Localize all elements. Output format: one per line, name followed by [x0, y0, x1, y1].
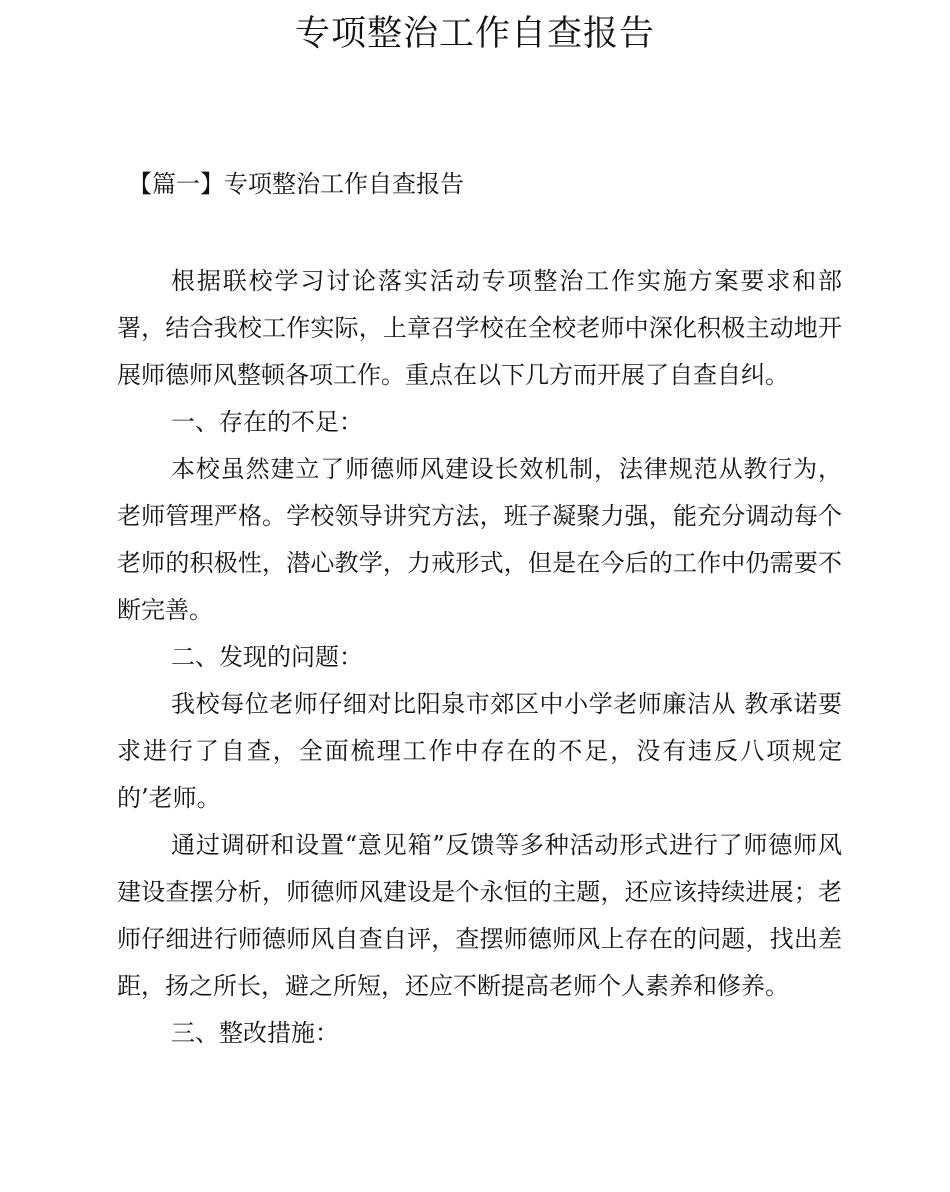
paragraph-shortcomings: 本校虽然建立了师德师风建设长效机制，法律规范从教行为，老师管理严格。学校领导讲究方法，班子凝聚力强，能充分调动每个老师的积极性，潜心教学，力戒形式，但是在今后的工作中仍需要不断完善。	[117, 455, 842, 624]
paragraph-problems-1: 我校每位老师仔细对比阳泉市郊区中小学老师廉洁从 教承诺要求进行了自查，全面梳理工作中存在的不足，没有违反八项规定的’老师。	[117, 690, 842, 812]
paragraph-problems-2: 通过调研和设置“意见箱”反馈等多种活动形式进行了师德师风建设查摆分析，师德师风建设是个永恒的主题，还应该持续进展；老师仔细进行师德师风自查自评，查摆师德师风上存在的问题，找出差距，扬之所长，避之所短，还应不断提高老师个人素养和修养。	[117, 831, 842, 1000]
section-heading: 【篇一】专项整治工作自查报告	[128, 170, 464, 198]
paragraph-intro: 根据联校学习讨论落实活动专项整治工作实施方案要求和部署，结合我校工作实际，上章召学校在全校老师中深化积极主动地开展师德师风整顿各项工作。重点在以下几方而开展了自查自纠。	[117, 267, 842, 389]
heading-shortcomings: 一、存在的不足：	[171, 408, 363, 436]
document-title: 专项整治工作自查报告	[294, 14, 655, 54]
document-body	[117, 258, 842, 1057]
heading-problems: 二、发现的问题：	[171, 643, 363, 671]
heading-measures: 三、整改措施：	[171, 1019, 339, 1047]
